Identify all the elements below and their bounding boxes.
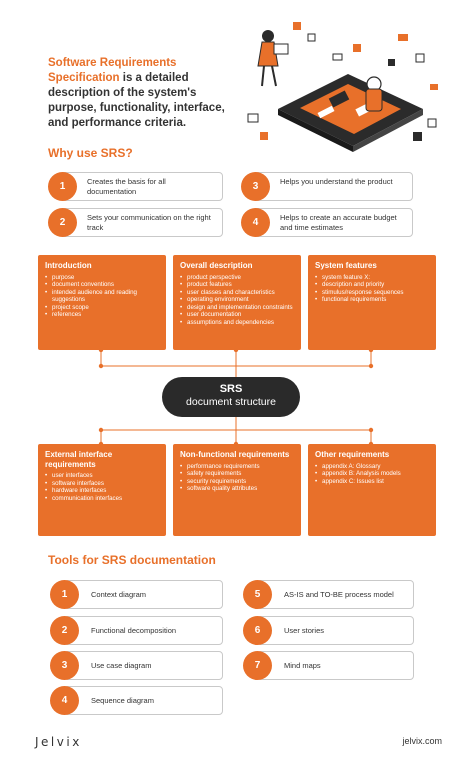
center-line2: document structure [186,396,276,408]
tool-item [243,651,414,680]
box-list-item: • appendix B: Analysis models [315,470,430,478]
box-list-item: • performance requirements [180,463,295,471]
box-list-item: • appendix C: Issues list [315,478,430,486]
box-title: External interface requirements [45,450,113,469]
box-list-item: • project scope [45,304,160,312]
tool-item-text: User stories [257,616,414,645]
box-list-item: • description and priority [315,281,430,289]
center-line1: SRS [219,383,243,395]
why-item [48,208,223,237]
tool-item-text: Context diagram [64,580,223,609]
structure-box-other-requirements [308,444,436,536]
box-list-item: • design and implementation constraints [180,304,295,312]
tool-item [50,686,223,715]
box-list-item: • hardware interfaces [45,487,160,495]
box-list-item: • software interfaces [45,480,160,488]
box-title: System features [315,261,377,270]
box-list-item: • document conventions [45,281,160,289]
box-list [45,274,160,320]
box-list [45,472,160,502]
why-item-text: Helps to create an accurate budget and time estimates [253,208,413,237]
box-title: Overall description [180,261,253,270]
structure-box-non-functional [173,444,301,536]
why-item [241,208,413,237]
box-list [180,463,295,493]
srs-document-structure-pill [162,377,300,417]
why-item-number: 3 [241,172,270,201]
box-list-item: • safety requirements [180,470,295,478]
box-list-item: • functional requirements [315,296,430,304]
tool-item [243,616,414,645]
box-list-item: • references [45,311,160,319]
why-item-number: 1 [48,172,77,201]
tool-item [50,580,223,609]
box-list-item: • operating environment [180,296,295,304]
box-title: Other requirements [315,450,390,459]
tool-item-text: Use case diagram [64,651,223,680]
box-list [315,463,430,486]
box-list [315,274,430,304]
why-item-number: 2 [48,208,77,237]
why-item-text: Helps you understand the product [253,172,413,201]
intro-highlight: Software Requirements Specification [48,57,177,84]
intro-rest: is a detailed description of the system's purpose, functionality, interface, and performance criteria. [48,72,225,129]
tool-item-text: Functional decomposition [64,616,223,645]
box-list-item: • software quality attributes [180,485,295,493]
box-list [180,274,295,327]
box-list-item: • system feature X: [315,274,430,282]
brand-logo: Jelvix [35,735,82,749]
tool-item-number: 7 [243,651,272,680]
box-list-item: • appendix A: Glossary [315,463,430,471]
tool-item-text: AS-IS and TO-BE process model [257,580,414,609]
box-list-item: • purpose [45,274,160,282]
tool-item-number: 5 [243,580,272,609]
tool-item-number: 6 [243,616,272,645]
why-item-number: 4 [241,208,270,237]
tool-item-number: 1 [50,580,79,609]
tool-item-number: 2 [50,616,79,645]
tool-item-text: Mind maps [257,651,414,680]
box-list-item: • user classes and characteristics [180,289,295,297]
intro-text [48,56,238,131]
structure-box-external-interface [38,444,166,536]
tool-item-text: Sequence diagram [64,686,223,715]
box-title: Introduction [45,261,92,270]
why-item [48,172,223,201]
box-list-item: • product perspective [180,274,295,282]
tool-item-number: 4 [50,686,79,715]
box-list-item: • stimulus/response sequences [315,289,430,297]
tool-item [50,616,223,645]
tool-item-number: 3 [50,651,79,680]
box-list-item: • user documentation [180,311,295,319]
box-list-item: • product features [180,281,295,289]
box-title: Non-functional requirements [180,450,290,459]
why-item-text: Creates the basis for all documentation [60,172,223,201]
structure-box-system-features [308,255,436,350]
structure-box-introduction [38,255,166,350]
tools-title: Tools for SRS documentation [48,553,216,567]
box-list-item: • communication interfaces [45,495,160,503]
why-item-text: Sets your communication on the right track [60,208,223,237]
box-list-item: • user interfaces [45,472,160,480]
box-list-item: • assumptions and dependencies [180,319,295,327]
box-list-item: • intended audience and reading suggestions [45,289,160,304]
tool-item [243,580,414,609]
tool-item [50,651,223,680]
why-item [241,172,413,201]
site-url[interactable]: jelvix.com [402,736,442,746]
hero-illustration [238,14,448,164]
structure-box-overall-description [173,255,301,350]
why-title: Why use SRS? [48,146,133,160]
box-list-item: • security requirements [180,478,295,486]
